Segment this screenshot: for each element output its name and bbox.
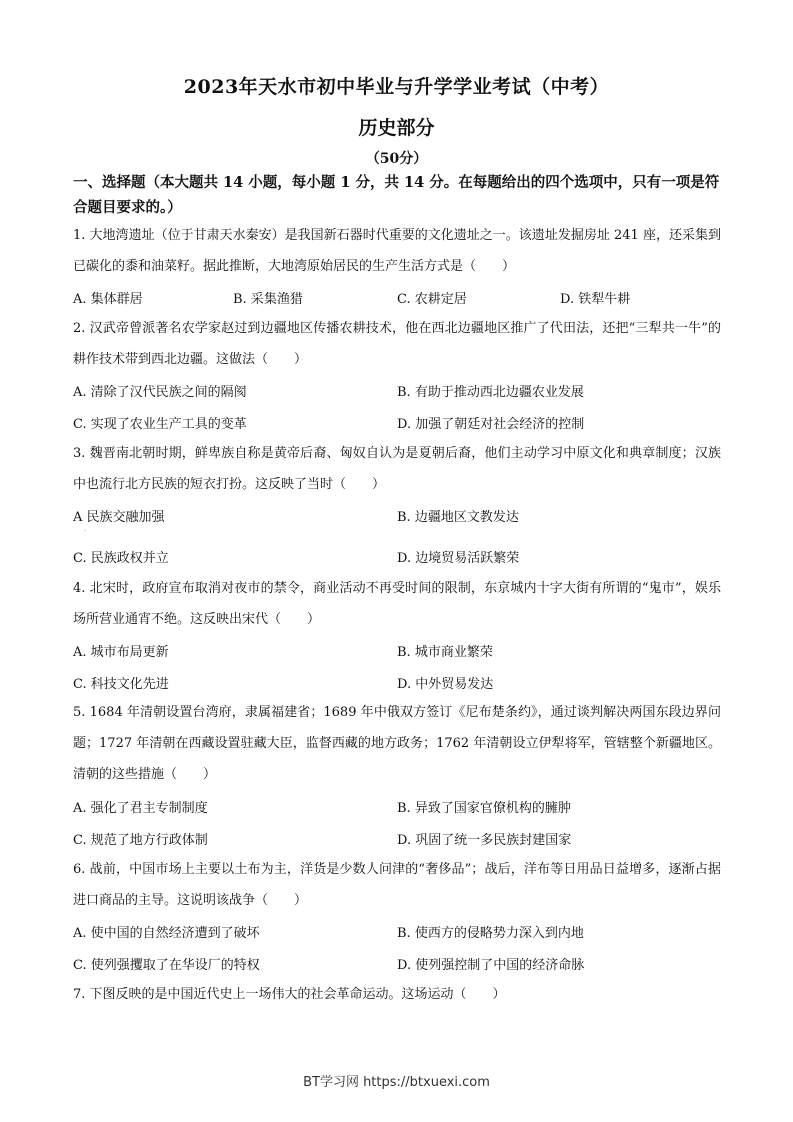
scan-mark: · xyxy=(84,527,87,535)
question-4-option-d: D. 中外贸易发达 xyxy=(397,677,494,692)
question-1-option-b: B. 采集渔猎 xyxy=(233,292,303,307)
question-2-option-b: B. 有助于推动西北边疆农业发展 xyxy=(397,385,584,400)
question-6-options-row1 xyxy=(73,922,723,942)
question-4-stem: 4. 北宋时，政府宣布取消对夜市的禁令，商业活动不再受时间的限制，东京城内十字大街有所谓的“鬼市”，娱乐场所营业通宵不绝。这反映出宋代（ ） xyxy=(73,581,721,627)
question-3-option-a: A 民族交融加强 xyxy=(73,510,165,525)
question-4-option-c: C. 科技文化先进 xyxy=(73,677,169,692)
question-1-option-a: A. 集体群居 xyxy=(73,292,143,307)
question-2-stem: 2. 汉武帝曾派著名农学家赵过到边疆地区传播农耕技术，他在西北边疆地区推广了代田法，还把“三犁共一牛”的耕作技术带到西北边疆。这做法（ ） xyxy=(73,321,721,367)
question-4-options-row2 xyxy=(73,673,723,693)
question-7-stem: 7. 下图反映的是中国近代史上一场伟大的社会革命运动。这场运动（ ） xyxy=(73,987,506,1002)
question-6-option-b: B. 使西方的侵略势力深入到内地 xyxy=(397,926,584,941)
exam-score: （50分） xyxy=(365,151,428,167)
question-2-option-d: D. 加强了朝廷对社会经济的控制 xyxy=(397,417,585,432)
question-6-options-row2 xyxy=(73,954,723,974)
exam-subtitle: 历史部分 xyxy=(358,117,435,139)
question-1-option-c: C. 农耕定居 xyxy=(397,292,467,307)
question-6-stem: 6. 战前，中国市场上主要以土布为主，洋货是少数人问津的“奢侈品”；战后，洋布等日用品日益增多，逐渐占据进口商品的主导。这说明该战争（ ） xyxy=(73,862,721,908)
question-1-option-d: D. 铁犁牛耕 xyxy=(560,292,631,307)
exam-title: 2023年天水市初中毕业与升学学业考试（中考） xyxy=(183,76,610,98)
question-2-option-a: A. 清除了汉代民族之间的隔阂 xyxy=(73,385,247,400)
question-1-stem: 1. 大地湾遗址（位于甘肃天水秦安）是我国新石器时代重要的文化遗址之一。该遗址发掘房址 241 座，还采集到已碳化的黍和油菜籽。据此推断，大地湾原始居民的生产生活方式是（ ） xyxy=(73,228,721,274)
question-6-option-a: A. 使中国的自然经济遭到了破坏 xyxy=(73,926,260,941)
question-6-option-d: D. 使列强控制了中国的经济命脉 xyxy=(397,958,585,973)
question-5-options-row1 xyxy=(73,797,723,817)
question-5-option-d: D. 巩固了统一多民族封建国家 xyxy=(397,833,572,848)
question-4-option-b: B. 城市商业繁荣 xyxy=(397,645,493,660)
question-5-option-a: A. 强化了君主专制制度 xyxy=(73,801,208,816)
question-2-option-c: C. 实现了农业生产工具的变革 xyxy=(73,417,247,432)
question-3-options-row1 xyxy=(73,506,723,526)
question-5-options-row2 xyxy=(73,829,723,849)
footer-watermark: BT学习网 https://btxuexi.com xyxy=(303,1075,490,1090)
question-2-options-row2 xyxy=(73,413,723,433)
section-heading: 一、选择题（本大题共 14 小题，每小题 1 分，共 14 分。在每题给出的四个选项中，只有一项是符合题目要求的。） xyxy=(73,174,720,216)
question-4-option-a: A. 城市布局更新 xyxy=(73,645,169,660)
question-1-options xyxy=(73,288,723,308)
question-5-option-c: C. 规范了地方行政体制 xyxy=(73,833,208,848)
question-5-stem: 5. 1684 年清朝设置台湾府，隶属福建省；1689 年中俄双方签订《尼布楚条约》，通过谈判解决两国东段边界问题；1727 年清朝在西藏设置驻藏大臣，监督西藏的地方政务；1762 年清朝设立伊犁将军，管辖整个新疆地区。清朝的这些措施（ ） xyxy=(73,705,721,782)
question-5-option-b: B. 异致了国家官僚机构的臃肿 xyxy=(397,801,571,816)
question-2-options-row1 xyxy=(73,381,723,401)
question-3-option-d: D. 边境贸易活跃繁荣 xyxy=(397,551,520,566)
question-4-options-row1 xyxy=(73,641,723,661)
question-6-option-c: C. 使列强攫取了在华设厂的特权 xyxy=(73,958,260,973)
question-3-options-row2 xyxy=(73,547,723,567)
question-3-option-b: B. 边疆地区文教发达 xyxy=(397,510,519,525)
question-3-stem: 3. 魏晋南北朝时期，鲜卑族自称是黄帝后裔、匈奴自认为是夏朝后裔，他们主动学习中原文化和典章制度；汉族中也流行北方民族的短衣打扮。这反映了当时（ ） xyxy=(73,446,721,492)
question-3-option-c: C. 民族政权并立 xyxy=(73,551,169,566)
